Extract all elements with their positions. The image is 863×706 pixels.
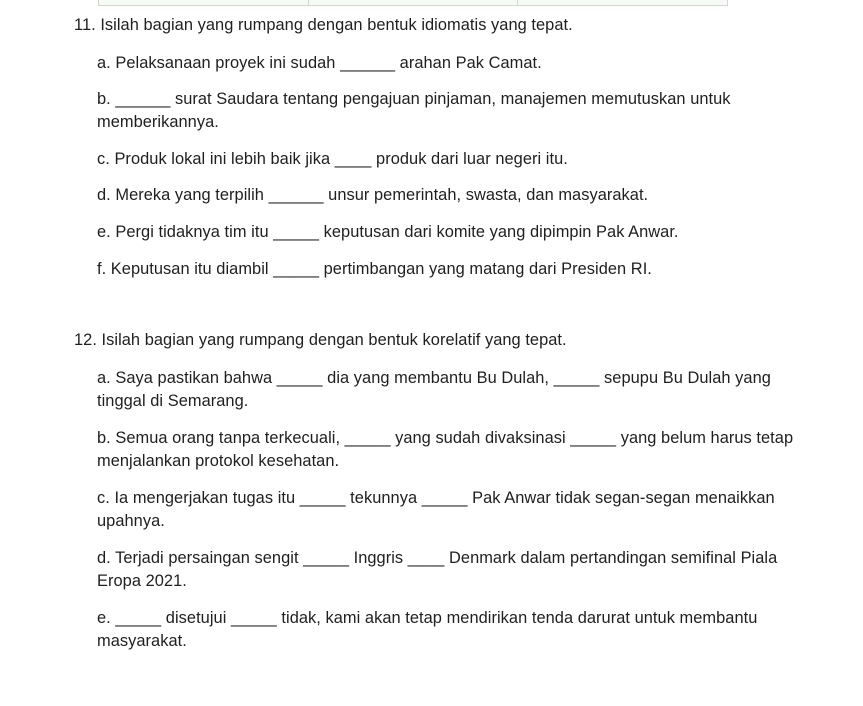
question-11-title: 11. Isilah bagian yang rumpang dengan bentuk idiomatis yang tepat. <box>74 16 573 34</box>
question-12-item-a: a. Saya pastikan bahwa _____ dia yang membantu Bu Dulah, _____ sepupu Bu Dulah yang tinggal di Semarang. <box>97 369 771 410</box>
table-cell <box>309 0 519 5</box>
question-11-item-f: f. Keputusan itu diambil _____ pertimbangan yang matang dari Presiden RI. <box>97 260 652 278</box>
table-cell <box>518 0 727 5</box>
question-11-item-b: b. ______ surat Saudara tentang pengajuan pinjaman, manajemen memutuskan untuk memberikannya. <box>97 90 731 131</box>
question-12-item-e: e. _____ disetujui _____ tidak, kami akan tetap mendirikan tenda darurat untuk membantu masyarakat. <box>97 609 758 650</box>
question-11-item-c: c. Produk lokal ini lebih baik jika ____ produk dari luar negeri itu. <box>97 150 568 168</box>
question-12-item-c: c. Ia mengerjakan tugas itu _____ tekunnya _____ Pak Anwar tidak segan-segan menaikkan upahnya. <box>97 489 775 530</box>
question-12-item-b: b. Semua orang tanpa terkecuali, _____ yang sudah divaksinasi _____ yang belum harus tetap menjalankan protokol kesehatan. <box>97 429 794 470</box>
table-fragment <box>98 0 728 6</box>
question-11-item-e: e. Pergi tidaknya tim itu _____ keputusan dari komite yang dipimpin Pak Anwar. <box>97 223 679 241</box>
question-11-item-d: d. Mereka yang terpilih ______ unsur pemerintah, swasta, dan masyarakat. <box>97 186 649 204</box>
table-cell <box>99 0 309 5</box>
question-12-title: 12. Isilah bagian yang rumpang dengan bentuk korelatif yang tepat. <box>74 331 567 349</box>
question-12-item-d: d. Terjadi persaingan sengit _____ Inggris ____ Denmark dalam pertandingan semifinal Piala Eropa 2021. <box>97 549 778 590</box>
question-11-item-a: a. Pelaksanaan proyek ini sudah ______ arahan Pak Camat. <box>97 54 542 72</box>
